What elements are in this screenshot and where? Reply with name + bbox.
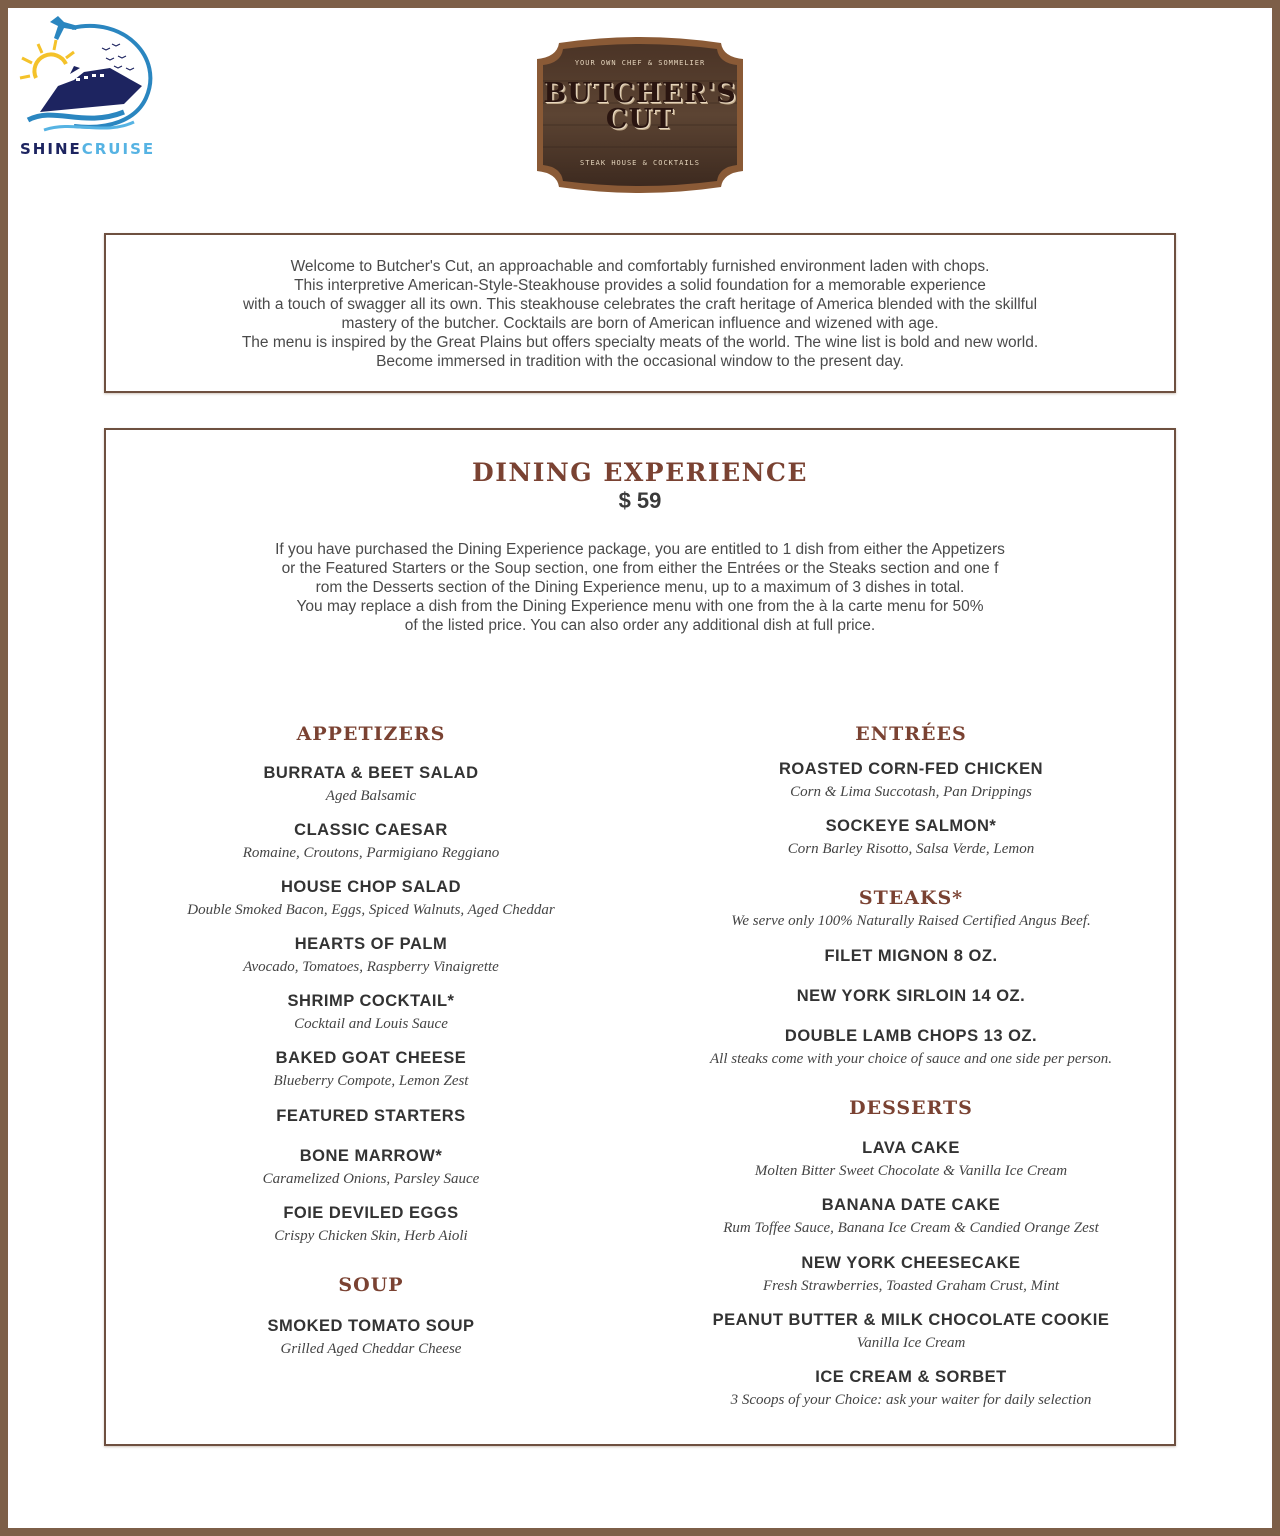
menu-item-desc: Caramelized Onions, Parsley Sauce	[262, 1171, 480, 1187]
menu-item-name: BURRATA & BEET SALAD	[263, 764, 479, 782]
right-column	[696, 722, 1126, 1412]
section-heading-appetizers: APPETIZERS	[296, 723, 446, 745]
menu-item-name: ROASTED CORN-FED CHICKEN	[778, 760, 1044, 778]
left-column	[166, 722, 576, 1382]
menu-item-name: BONE MARROW*	[299, 1147, 443, 1165]
intro-text	[106, 257, 1174, 371]
menu-item-desc: Vanilla Ice Cream	[856, 1335, 966, 1351]
dining-experience-title: DINING EXPERIENCE	[472, 458, 808, 487]
menu-item-name: PEANUT BUTTER & MILK CHOCOLATE COOKIE	[712, 1311, 1110, 1329]
wordmark-cruise: CRUISE	[81, 140, 156, 158]
menu-item-desc: Grilled Aged Cheddar Cheese	[280, 1341, 462, 1357]
intro-line: Welcome to Butcher's Cut, an approachable and comfortably furnished environment laden with chops.	[290, 258, 990, 275]
menu-item-desc: Rum Toffee Sauce, Banana Ice Cream & Candied Orange Zest	[723, 1220, 1099, 1236]
menu-item-name: DOUBLE LAMB CHOPS 13 OZ.	[784, 1027, 1038, 1045]
restaurant-name	[529, 78, 751, 135]
menu-item-name: FOIE DEVILED EGGS	[283, 1204, 459, 1222]
menu-item-name: HOUSE CHOP SALAD	[280, 878, 462, 896]
menu-item-desc: Cocktail and Louis Sauce	[294, 1016, 448, 1032]
dining-experience-price: $ 59	[618, 488, 662, 513]
description-line: rom the Desserts section of the Dining Experience menu, up to a maximum of 3 dishes in total.	[315, 579, 965, 596]
menu-item-desc: Aged Balsamic	[325, 788, 417, 804]
wordmark-shine: SHINE	[20, 140, 82, 158]
menu-item-name: LAVA CAKE	[862, 1139, 960, 1157]
section-heading-steaks: STEAKS*	[858, 887, 964, 909]
section-heading-soup: SOUP	[338, 1274, 404, 1296]
sign-tagline-bottom: STEAK HOUSE & COCKTAILS	[580, 159, 700, 167]
menu-item-desc: Avocado, Tomatoes, Raspberry Vinaigrette	[243, 959, 499, 975]
butchers-cut-logo	[529, 37, 751, 193]
menu-item-name: CLASSIC CAESAR	[294, 821, 448, 839]
description-line: or the Featured Starters or the Soup section, one from either the Entrées or the Steaks section and one f	[281, 560, 999, 577]
menu-item-name: SMOKED TOMATO SOUP	[267, 1317, 475, 1335]
dining-experience-description	[106, 540, 1174, 635]
section-heading-featured-starters: FEATURED STARTERS	[276, 1107, 466, 1125]
menu-item-name: NEW YORK CHEESECAKE	[801, 1254, 1021, 1272]
menu-item-desc: Molten Bitter Sweet Chocolate & Vanilla Ice Cream	[754, 1163, 1068, 1179]
menu-item-desc: Corn & Lima Succotash, Pan Drippings	[790, 784, 1032, 800]
menu-item-name: BAKED GOAT CHEESE	[275, 1049, 467, 1067]
section-heading-desserts: DESSERTS	[849, 1097, 973, 1119]
description-line: If you have purchased the Dining Experience package, you are entitled to 1 dish from either the Appetizers	[275, 541, 1005, 558]
menu-item-name: ICE CREAM & SORBET	[815, 1368, 1007, 1386]
sign-tagline-top: YOUR OWN CHEF & SOMMELIER	[574, 59, 706, 67]
intro-line: mastery of the butcher. Cocktails are born of American influence and wizened with age.	[341, 315, 939, 332]
cruise-ship-logo-icon	[14, 8, 164, 138]
section-heading-entrees: ENTRÉES	[855, 723, 967, 745]
intro-line: Become immersed in tradition with the occasional window to the present day.	[376, 353, 904, 370]
menu-item-desc: Crispy Chicken Skin, Herb Aioli	[274, 1228, 468, 1244]
menu-item-desc: Blueberry Compote, Lemon Zest	[273, 1073, 469, 1089]
menu-item-desc: Fresh Strawberries, Toasted Graham Crust, Mint	[762, 1278, 1059, 1294]
intro-line: This interpretive American-Style-Steakhouse provides a solid foundation for a memorable experience	[294, 277, 986, 294]
dining-experience-menu	[104, 428, 1176, 1446]
menu-item-desc: Corn Barley Risotto, Salsa Verde, Lemon	[787, 841, 1035, 857]
menu-item-name: FILET MIGNON 8 OZ.	[824, 947, 998, 965]
intro-line: The menu is inspired by the Great Plains but offers specialty meats of the world. The wine list is bold and new world.	[241, 334, 1039, 351]
intro-box	[104, 233, 1176, 393]
menu-item-name: BANANA DATE CAKE	[821, 1196, 1001, 1214]
menu-item-name: NEW YORK SIRLOIN 14 OZ.	[796, 987, 1026, 1005]
restaurant-name-line2: CUT	[605, 104, 675, 135]
menu-item-name: HEARTS OF PALM	[294, 935, 448, 953]
menu-item-desc: 3 Scoops of your Choice: ask your waiter for daily selection	[730, 1392, 1092, 1408]
description-line: of the listed price. You can also order any additional dish at full price.	[404, 617, 876, 634]
menu-item-desc: Double Smoked Bacon, Eggs, Spiced Walnuts, Aged Cheddar	[187, 902, 555, 918]
shine-cruise-logo	[14, 8, 164, 173]
menu-item-name: SOCKEYE SALMON*	[825, 817, 997, 835]
steaks-subtitle: We serve only 100% Naturally Raised Certified Angus Beef.	[731, 913, 1091, 929]
description-line: You may replace a dish from the Dining Experience menu with one from the à la carte menu for 50%	[296, 598, 984, 615]
intro-line: with a touch of swagger all its own. This steakhouse celebrates the craft heritage of America blended with the skillful	[242, 296, 1038, 313]
menu-item-name: SHRIMP COCKTAIL*	[287, 992, 455, 1010]
menu-item-desc: Romaine, Croutons, Parmigiano Reggiano	[242, 845, 500, 861]
shine-cruise-wordmark	[20, 140, 155, 158]
menu-page	[8, 8, 1272, 1528]
steaks-note: All steaks come with your choice of sauce and one side per person.	[710, 1051, 1112, 1067]
restaurant-name-line1: BUTCHER'S	[543, 78, 737, 109]
